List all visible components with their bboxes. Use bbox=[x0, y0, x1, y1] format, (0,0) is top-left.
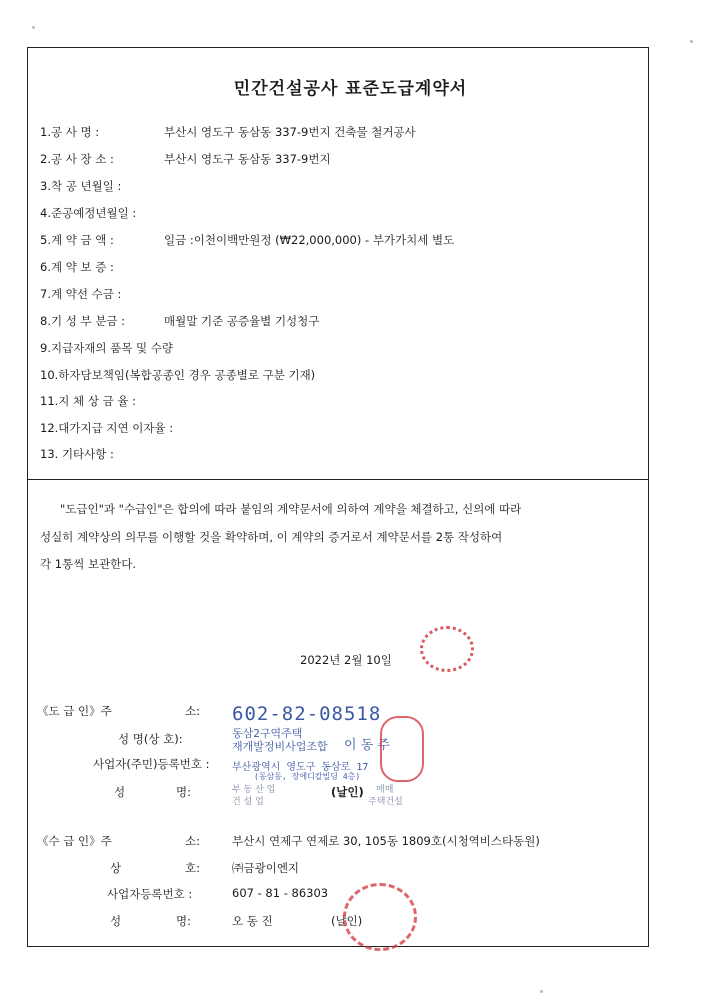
supplier-seal-label: (날인) bbox=[331, 914, 363, 928]
contractor-seal bbox=[380, 716, 424, 782]
agreement-line: 성실히 계약상의 의무를 이행할 것을 확약하며, 이 계약의 증거로서 계약문서를 2통 작성하여 bbox=[40, 530, 503, 544]
item-label: 2.공 사 장 소 : bbox=[40, 152, 114, 166]
contract-seal bbox=[420, 626, 474, 672]
item-label: 6.계 약 보 증 : bbox=[40, 260, 114, 274]
supplier-rep: 오 동 진 bbox=[232, 914, 273, 928]
item-row bbox=[40, 340, 173, 356]
item-row bbox=[40, 286, 121, 302]
section-divider bbox=[27, 479, 649, 480]
item-row bbox=[40, 446, 114, 462]
contractor-rep-stamp: 이 동 주 bbox=[344, 738, 390, 753]
item-row bbox=[40, 367, 315, 383]
supplier-company-label: 상 bbox=[110, 861, 122, 875]
item-label: 9.지급자재의 품목 및 수량 bbox=[40, 341, 174, 355]
scan-speck bbox=[690, 40, 693, 43]
item-label: 5.계 약 금 액 : bbox=[40, 233, 114, 247]
supplier-regno: 607 - 81 - 86303 bbox=[232, 886, 329, 900]
supplier-rep-label-2: 명: bbox=[176, 914, 191, 928]
contractor-business-type-3: 주택건설 bbox=[368, 797, 403, 807]
contractor-address-label: 소: bbox=[185, 704, 200, 718]
item-label: 4.준공예정년월일 : bbox=[40, 206, 137, 220]
contract-date: 2022년 2월 10일 bbox=[300, 653, 392, 667]
contractor-address-stamp: 부산광역시 영도구 동삼로 17 bbox=[232, 762, 369, 773]
contractor-regno-label: 사업자(주민)등록번호 : bbox=[93, 757, 210, 771]
item-row bbox=[40, 205, 136, 221]
item-label: 13. 기타사항 : bbox=[40, 447, 114, 461]
contractor-seal-label: (날인) bbox=[331, 785, 364, 799]
item-row bbox=[40, 178, 121, 194]
item-label: 3.착 공 년월일 : bbox=[40, 179, 122, 193]
supplier-heading: 《수 급 인》주 bbox=[37, 834, 112, 848]
item-row bbox=[40, 259, 114, 275]
item-row bbox=[40, 151, 331, 167]
contractor-name-stamp: 동삼2구역주택 bbox=[232, 727, 303, 740]
contractor-business-type-2: 건 설 업 bbox=[232, 797, 264, 807]
agreement-line: "도급인"과 "수급인"은 합의에 따라 붙임의 계약문서에 의하여 계약을 체결하고, 신의에 따라 bbox=[60, 502, 522, 516]
item-row bbox=[40, 313, 320, 329]
supplier-address-label: 소: bbox=[185, 834, 200, 848]
document-title: 민간건설공사 표준도급계약서 bbox=[233, 79, 468, 99]
contractor-business-type-4: 매매 bbox=[376, 785, 394, 795]
supplier-seal bbox=[343, 883, 417, 951]
item-label: 8.기 성 부 분금 : bbox=[40, 314, 126, 328]
scan-speck bbox=[32, 26, 35, 29]
item-row bbox=[40, 124, 416, 140]
agreement-line: 각 1통씩 보관한다. bbox=[40, 557, 137, 571]
item-value: 매월말 기준 공증율별 기성청구 bbox=[164, 314, 320, 328]
scan-speck bbox=[540, 990, 543, 993]
item-label: 7.계 약선 수금 : bbox=[40, 287, 122, 301]
item-row bbox=[40, 420, 173, 436]
contractor-rep-label-2: 명: bbox=[176, 785, 191, 799]
item-value: 부산시 영도구 동삼동 337-9번지 bbox=[164, 152, 331, 166]
supplier-regno-label: 사업자등록번호 : bbox=[107, 887, 193, 901]
contractor-name-label: 성 명(상 호): bbox=[118, 732, 183, 746]
contractor-regno-stamp: 602-82-08518 bbox=[232, 703, 382, 725]
item-label: 12.대가지급 지연 이자율 : bbox=[40, 421, 174, 435]
contractor-heading: 《도 급 인》주 bbox=[37, 704, 112, 718]
item-row bbox=[40, 232, 455, 248]
item-row bbox=[40, 393, 136, 409]
item-value: 부산시 영도구 동삼동 337-9번지 건축물 철거공사 bbox=[164, 125, 416, 139]
item-label: 11.지 체 상 금 율 : bbox=[40, 394, 136, 408]
item-label: 10.하자담보책임(복합공종인 경우 공종별로 구분 기재) bbox=[40, 368, 316, 382]
item-value: 일금 :이천이백만원정 (₩22,000,000) - 부가가치세 별도 bbox=[164, 233, 455, 247]
supplier-rep-label: 성 bbox=[110, 914, 122, 928]
contractor-rep-label: 성 bbox=[114, 785, 126, 799]
item-label: 1.공 사 명 : bbox=[40, 125, 100, 139]
supplier-company-label-2: 호: bbox=[185, 861, 200, 875]
contractor-address-stamp-2: (동삼동, 장에디칼빌딩 4층) bbox=[254, 772, 361, 781]
contractor-name-stamp-2: 재개발정비사업조합 bbox=[232, 740, 328, 753]
supplier-address: 부산시 연제구 연제로 30, 105동 1809호(시청역비스타동원) bbox=[232, 834, 540, 848]
contractor-business-type: 부 동 산 업 bbox=[232, 785, 276, 795]
supplier-company: ㈜금광이엔지 bbox=[232, 861, 300, 875]
